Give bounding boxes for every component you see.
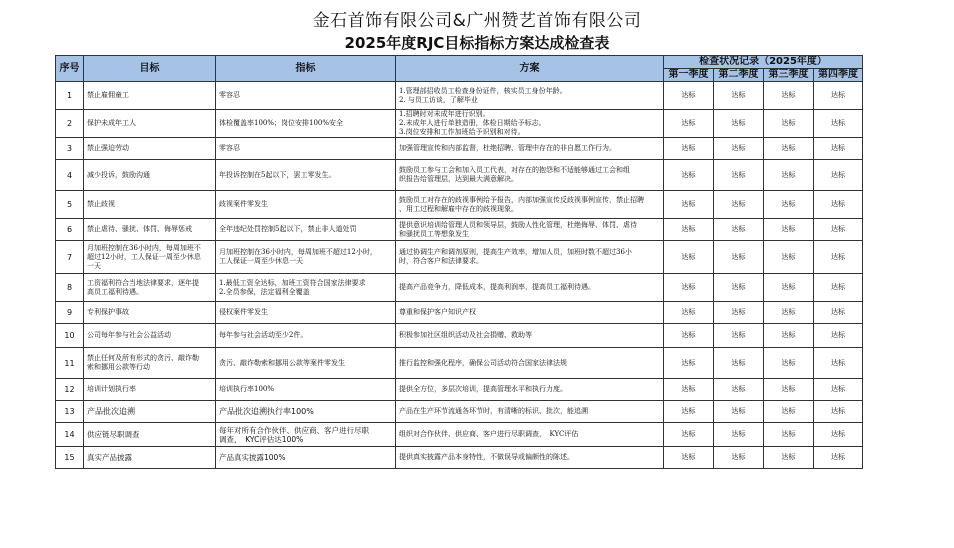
status-q1: 达标: [664, 219, 714, 241]
status-q3: 达标: [764, 348, 814, 379]
indicator-cell-line: 侵权案件零发生: [219, 308, 268, 316]
indicator-cell: [216, 348, 396, 379]
indicator-cell: [216, 401, 396, 423]
target-cell-line: 超过12小时，工人保证一周至少休息: [87, 252, 201, 261]
indicator-cell-line: 培训执行率100%: [219, 385, 275, 393]
target-cell-line: 禁止歧视: [87, 200, 115, 208]
indicator-cell: [216, 423, 396, 447]
target-cell-line: 禁止虐待、骚扰、体罚、侮辱惩戒: [87, 225, 192, 233]
row-number: 8: [56, 274, 84, 302]
status-q4: 达标: [814, 447, 863, 469]
indicator-cell-line: 工人保证一周至少休息一天: [219, 257, 303, 265]
status-q2: 达标: [714, 160, 764, 191]
target-cell-line: 禁止任何及所有形式的贪污、敲诈勒: [87, 354, 199, 362]
status-q4: 达标: [814, 324, 863, 348]
header-target: 目标: [84, 56, 216, 82]
plan-cell: [396, 241, 664, 274]
status-q3: 达标: [764, 447, 814, 469]
plan-cell-line: 产品在生产环节流通各环节时，有清晰的标识、批次，能追溯: [399, 407, 588, 415]
target-cell-line: 产品批次追溯: [87, 407, 135, 416]
table-row: [56, 447, 863, 469]
status-q4: 达标: [814, 401, 863, 423]
plan-cell: [396, 447, 664, 469]
status-q4: 达标: [814, 138, 863, 160]
plan-cell: [396, 401, 664, 423]
status-q2: 达标: [714, 324, 764, 348]
indicator-cell-line: 零容忍: [219, 91, 240, 99]
target-cell-line: 工资福利符合当地法律要求，逐年提: [87, 278, 199, 287]
plan-cell-line: 3.岗位安排和工作加班给予识别和对待。: [399, 128, 525, 136]
table-row: [56, 241, 863, 274]
row-number: 10: [56, 324, 84, 348]
indicator-cell-line: 月加班控制在36小时内，每周加班不超过12小时，: [219, 248, 377, 256]
plan-cell-line: 组织对合作伙伴、供应商、客户进行尽职调查， KYC评估: [399, 430, 579, 438]
status-q3: 达标: [764, 110, 814, 138]
status-q1: 达标: [664, 82, 714, 110]
status-q3: 达标: [764, 191, 814, 219]
status-q3: 达标: [764, 324, 814, 348]
target-cell-line: 索和挪用公款等行动: [87, 363, 150, 371]
status-q4: 达标: [814, 348, 863, 379]
status-q2: 达标: [714, 379, 764, 401]
target-cell: [84, 447, 216, 469]
plan-cell: [396, 110, 664, 138]
target-cell: [84, 241, 216, 274]
plan-cell: [396, 274, 664, 302]
status-q3: 达标: [764, 138, 814, 160]
target-cell: [84, 348, 216, 379]
target-cell-line: 一天: [87, 261, 101, 270]
indicator-cell-line: 年投诉控制在5起以下，罢工零发生。: [219, 170, 336, 179]
target-cell: [84, 138, 216, 160]
table-row: [56, 82, 863, 110]
status-q4: 达标: [814, 219, 863, 241]
plan-cell-line: 鼓励员工对存在的歧视事例给予报告，内部加强宣传反歧视事例宣传，禁止招聘: [399, 195, 644, 204]
target-cell-line: 减少投诉，鼓励沟通: [87, 170, 150, 179]
plan-cell-line: 提供意识培训给管理人员和领导层，鼓励人性化管理，杜绝侮辱、体罚、虐待: [399, 220, 637, 229]
target-cell: [84, 274, 216, 302]
plan-cell: [396, 82, 664, 110]
row-number: 6: [56, 219, 84, 241]
indicator-cell: [216, 241, 396, 274]
indicator-cell: [216, 219, 396, 241]
status-q3: 达标: [764, 274, 814, 302]
status-q1: 达标: [664, 348, 714, 379]
status-q3: 达标: [764, 219, 814, 241]
header-q2: 第二季度: [714, 69, 764, 82]
indicator-cell: [216, 274, 396, 302]
indicator-cell-line: 每年对所有合作伙伴、供应商、客户进行尽职: [219, 425, 369, 435]
status-q1: 达标: [664, 110, 714, 138]
table-row: [56, 219, 863, 241]
plan-cell-line: 提供真实披露产品本身特性，不做误导或偏颇性的陈述。: [399, 453, 574, 461]
header-q1: 第一季度: [664, 69, 714, 82]
indicator-cell: [216, 138, 396, 160]
status-q2: 达标: [714, 302, 764, 324]
indicator-cell-line: 每年参与社会活动至少2件。: [219, 331, 308, 339]
status-q1: 达标: [664, 423, 714, 447]
status-q1: 达标: [664, 138, 714, 160]
indicator-cell-line: 体检覆盖率100%；岗位安排100%安全: [219, 119, 344, 127]
indicator-cell: [216, 82, 396, 110]
target-cell-line: 禁止雇佣童工: [87, 91, 129, 99]
indicator-cell: [216, 447, 396, 469]
header-q3: 第三季度: [764, 69, 814, 82]
status-q4: 达标: [814, 110, 863, 138]
status-q4: 达标: [814, 160, 863, 191]
status-q4: 达标: [814, 379, 863, 401]
target-cell: [84, 401, 216, 423]
plan-cell-line: 尊重和保护客户知识产权: [399, 308, 476, 316]
status-q4: 达标: [814, 191, 863, 219]
status-q2: 达标: [714, 110, 764, 138]
table-row: [56, 379, 863, 401]
target-cell-line: 真实产品披露: [87, 453, 132, 462]
status-q3: 达标: [764, 401, 814, 423]
status-q1: 达标: [664, 274, 714, 302]
status-q1: 达标: [664, 324, 714, 348]
status-q4: 达标: [814, 423, 863, 447]
status-q4: 达标: [814, 82, 863, 110]
target-cell-line: 专利保护事故: [87, 308, 129, 316]
plan-cell-line: 2. 与员工访谈，了解毕业: [399, 95, 478, 104]
target-cell-line: 禁止强迫劳动: [87, 144, 129, 152]
plan-cell: [396, 379, 664, 401]
plan-cell: [396, 191, 664, 219]
table-row: [56, 274, 863, 302]
status-q2: 达标: [714, 401, 764, 423]
indicator-cell-line: 调查， KYC评估达100%: [219, 434, 304, 444]
target-cell: [84, 191, 216, 219]
plan-cell: [396, 423, 664, 447]
target-cell-line: 高员工福利待遇。: [87, 287, 143, 296]
plan-cell-line: 2.未成年人进行单独造册，体检日期给予标志。: [399, 119, 546, 127]
indicator-cell: [216, 191, 396, 219]
target-cell: [84, 82, 216, 110]
company-name: 金石首饰有限公司&广州赞艺首饰有限公司: [312, 11, 642, 31]
table-row: [56, 302, 863, 324]
status-q3: 达标: [764, 241, 814, 274]
plan-cell: [396, 219, 664, 241]
target-cell: [84, 219, 216, 241]
indicator-cell: [216, 324, 396, 348]
indicator-cell-line: 1.最低工资全达标，加班工资符合国家法律要求: [219, 278, 366, 287]
indicator-cell-line: 歧视案件零发生: [219, 200, 268, 208]
row-number: 5: [56, 191, 84, 219]
indicator-cell-line: 产品批次追溯执行率100%: [219, 407, 314, 416]
plan-cell-line: 1.招聘时对未成年进行识别。: [399, 110, 490, 118]
target-cell-line: 保护未成年工人: [87, 119, 136, 127]
header-q4: 第四季度: [814, 69, 863, 82]
plan-cell-line: 加强管理宣传和内部监督，杜绝招聘、管理中存在的非自愿工作行为。: [399, 144, 616, 152]
status-q2: 达标: [714, 82, 764, 110]
target-cell: [84, 423, 216, 447]
status-q4: 达标: [814, 274, 863, 302]
row-number: 7: [56, 241, 84, 274]
document-title: 2025年度RJC目标指标方案达成检查表: [344, 34, 610, 52]
row-number: 4: [56, 160, 84, 191]
indicator-cell-line: 2.全员参保，法定福利全覆盖: [219, 287, 310, 296]
plan-cell: [396, 348, 664, 379]
indicator-cell: [216, 379, 396, 401]
row-number: 3: [56, 138, 84, 160]
plan-cell-line: 时，符合客户和法律要求。: [399, 257, 483, 265]
table-row: [56, 348, 863, 379]
status-q2: 达标: [714, 138, 764, 160]
status-q3: 达标: [764, 302, 814, 324]
table-row: [56, 423, 863, 447]
status-q1: 达标: [664, 241, 714, 274]
indicator-cell-line: 零容忍: [219, 144, 240, 152]
row-number: 12: [56, 379, 84, 401]
status-q3: 达标: [764, 82, 814, 110]
status-q4: 达标: [814, 302, 863, 324]
plan-cell-line: 鼓励员工参与工会和加入员工代表，对存在的抱怨和不适能够通过工会和组: [399, 166, 630, 174]
plan-cell-line: 提高产品竞争力，降低成本，提高利润率，提高员工福利待遇。: [399, 283, 595, 291]
table-row: [56, 110, 863, 138]
plan-cell: [396, 138, 664, 160]
header-plan: 方案: [396, 56, 664, 82]
plan-cell-line: 推行监控和强化程序，确保公司活动符合国家法律法规: [399, 358, 567, 367]
plan-cell: [396, 160, 664, 191]
status-q3: 达标: [764, 379, 814, 401]
row-number: 1: [56, 82, 84, 110]
plan-cell-line: 织报告给管理层，达到最大满意解决。: [399, 175, 518, 183]
status-q1: 达标: [664, 401, 714, 423]
row-number: 9: [56, 302, 84, 324]
plan-cell-line: 积极参加社区组织活动及社会捐赠、救助等: [399, 331, 532, 339]
indicator-cell: [216, 110, 396, 138]
header-no: 序号: [56, 56, 84, 82]
table-row: [56, 191, 863, 219]
plan-cell-line: 、用工过程和解雇中存在的歧视现象。: [399, 204, 518, 213]
target-cell: [84, 302, 216, 324]
status-q1: 达标: [664, 191, 714, 219]
indicator-cell-line: 全年违纪处罚控制5起以下，禁止非人道处罚: [219, 225, 357, 233]
row-number: 14: [56, 423, 84, 447]
target-cell: [84, 160, 216, 191]
status-q2: 达标: [714, 348, 764, 379]
status-q2: 达标: [714, 219, 764, 241]
indicator-cell-line: 产品真实披露100%: [219, 453, 286, 462]
status-q3: 达标: [764, 423, 814, 447]
plan-cell-line: 和骚扰员工等想象发生: [399, 229, 469, 238]
status-q2: 达标: [714, 191, 764, 219]
target-cell-line: 月加班控制在36小时内，每周加班不: [87, 243, 201, 252]
status-q2: 达标: [714, 447, 764, 469]
table-row: [56, 401, 863, 423]
status-q2: 达标: [714, 241, 764, 274]
status-q2: 达标: [714, 423, 764, 447]
status-q1: 达标: [664, 379, 714, 401]
indicator-cell: [216, 160, 396, 191]
target-cell: [84, 110, 216, 138]
indicator-cell: [216, 302, 396, 324]
header-indicator: 指标: [216, 56, 396, 82]
plan-cell: [396, 324, 664, 348]
plan-cell-line: 通过协调生产和调剂原则，提高生产效率，增加人员，加班时数不超过36小: [399, 248, 632, 256]
target-cell: [84, 379, 216, 401]
row-number: 15: [56, 447, 84, 469]
target-cell-line: 供应链尽职调查: [87, 430, 140, 439]
table-row: [56, 324, 863, 348]
target-cell: [84, 324, 216, 348]
status-q2: 达标: [714, 274, 764, 302]
row-number: 11: [56, 348, 84, 379]
plan-cell-line: 1.管理部招收员工检查身份证件，核实员工身份年龄。: [399, 86, 567, 95]
row-number: 2: [56, 110, 84, 138]
status-q4: 达标: [814, 241, 863, 274]
header-inspection-record: 检查状况记录（2025年度）: [664, 56, 863, 69]
plan-cell-line: 提供全方位，多层次培训，提高管理水平和执行力度。: [399, 385, 567, 393]
table-row: [56, 138, 863, 160]
row-number: 13: [56, 401, 84, 423]
target-cell-line: 培训计划执行率: [87, 385, 136, 393]
status-q3: 达标: [764, 160, 814, 191]
status-q1: 达标: [664, 160, 714, 191]
plan-cell: [396, 302, 664, 324]
status-q1: 达标: [664, 302, 714, 324]
inspection-table: [55, 55, 863, 469]
target-cell-line: 公司每年参与社会公益活动: [87, 331, 171, 339]
table-row: [56, 160, 863, 191]
status-q1: 达标: [664, 447, 714, 469]
indicator-cell-line: 贪污、敲诈勒索和挪用公款等案件零发生: [219, 358, 345, 367]
